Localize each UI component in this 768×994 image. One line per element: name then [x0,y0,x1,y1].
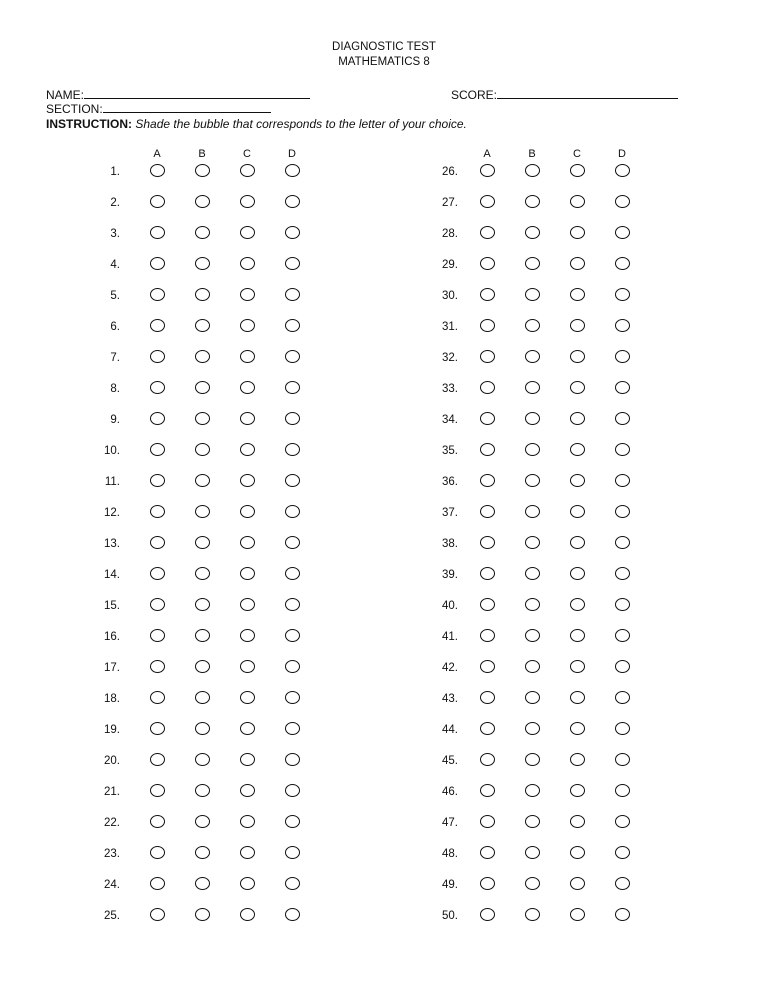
answer-bubble-b[interactable] [525,629,540,642]
answer-bubble-d[interactable] [615,350,630,363]
test-title: DIAGNOSTIC TEST [332,41,436,53]
answer-bubble-a[interactable] [480,350,495,363]
answer-bubble-b[interactable] [525,505,540,518]
question-row [0,225,768,243]
answer-bubble-a[interactable] [480,257,495,270]
question-number: 11. [104,476,120,488]
question-number: 14. [104,569,120,581]
answer-bubble-d[interactable] [615,877,630,890]
choice-header-c: C [243,148,251,160]
question-row [0,318,768,336]
answer-bubble-b[interactable] [525,195,540,208]
question-number: 44. [442,724,458,736]
answer-bubble-c[interactable] [570,381,585,394]
name-label: NAME: [46,88,85,102]
instruction-text: Shade the bubble that corresponds to the letter of your choice. [135,117,467,131]
answer-bubble-d[interactable] [615,164,630,177]
question-row [0,473,768,491]
question-number: 27. [442,197,458,209]
answer-bubble-d[interactable] [615,691,630,704]
answer-bubble-d[interactable] [615,381,630,394]
score-field [451,87,678,102]
question-number: 16. [104,631,120,643]
answer-bubble-d[interactable] [615,598,630,611]
answer-bubble-c[interactable] [570,753,585,766]
answer-bubble-c[interactable] [570,226,585,239]
answer-bubble-a[interactable] [480,195,495,208]
answer-bubble-d[interactable] [615,505,630,518]
answer-bubble-a[interactable] [480,536,495,549]
question-row [0,752,768,770]
question-number: 29. [442,259,458,271]
choice-header-b: B [528,148,536,160]
question-number: 3. [110,228,120,240]
answer-bubble-c[interactable] [570,877,585,890]
question-number: 48. [442,848,458,860]
question-number: 39. [442,569,458,581]
section-label: SECTION: [46,102,103,116]
question-row [0,442,768,460]
answer-bubble-a[interactable] [480,505,495,518]
question-row [0,814,768,832]
answer-bubble-a[interactable] [480,815,495,828]
answer-bubble-b[interactable] [525,474,540,487]
score-label: SCORE: [451,88,498,102]
answer-bubble-a[interactable] [480,877,495,890]
question-row [0,287,768,305]
answer-bubble-d[interactable] [615,257,630,270]
answer-bubble-d[interactable] [615,443,630,456]
question-number: 23. [104,848,120,860]
question-number: 50. [442,910,458,922]
question-number: 25. [104,910,120,922]
answer-bubble-d[interactable] [615,722,630,735]
question-number: 12. [104,507,120,519]
answer-bubble-b[interactable] [525,722,540,735]
answer-bubble-a[interactable] [480,691,495,704]
answer-bubble-c[interactable] [570,536,585,549]
answer-bubble-a[interactable] [480,753,495,766]
score-blank-line[interactable] [497,87,678,99]
question-number: 33. [442,383,458,395]
answer-bubble-a[interactable] [480,443,495,456]
question-number: 37. [442,507,458,519]
answer-bubble-a[interactable] [480,164,495,177]
answer-bubble-d[interactable] [615,629,630,642]
answer-bubble-b[interactable] [525,412,540,425]
instruction [46,117,467,131]
answer-bubble-a[interactable] [480,908,495,921]
answer-bubble-c[interactable] [570,412,585,425]
question-row [0,783,768,801]
answer-bubble-b[interactable] [525,567,540,580]
question-number: 30. [442,290,458,302]
question-row [0,504,768,522]
answer-bubble-d[interactable] [615,474,630,487]
answer-bubble-d[interactable] [615,753,630,766]
section-field [46,101,271,116]
question-number: 20. [104,755,120,767]
answer-bubble-b[interactable] [525,164,540,177]
answer-bubble-c[interactable] [570,660,585,673]
question-row [0,566,768,584]
answer-bubble-d[interactable] [615,567,630,580]
answer-bubble-a[interactable] [480,319,495,332]
question-number: 17. [104,662,120,674]
question-row [0,535,768,553]
question-number: 42. [442,662,458,674]
answer-bubble-b[interactable] [525,288,540,301]
answer-bubble-a[interactable] [480,381,495,394]
answer-bubble-b[interactable] [525,784,540,797]
question-row [0,380,768,398]
name-blank-line[interactable] [84,87,310,99]
question-row [0,659,768,677]
answer-bubble-d[interactable] [615,288,630,301]
answer-bubble-a[interactable] [480,567,495,580]
question-number: 41. [442,631,458,643]
answer-bubble-a[interactable] [480,722,495,735]
answer-bubble-d[interactable] [615,319,630,332]
question-number: 38. [442,538,458,550]
question-number: 18. [104,693,120,705]
question-row [0,163,768,181]
answer-bubble-d[interactable] [615,846,630,859]
answer-bubble-d[interactable] [615,660,630,673]
answer-bubble-a[interactable] [480,412,495,425]
choice-header-a: A [153,148,161,160]
answer-bubble-b[interactable] [525,660,540,673]
answer-bubble-c[interactable] [570,350,585,363]
question-number: 21. [104,786,120,798]
question-number: 8. [110,383,120,395]
answer-bubble-b[interactable] [525,598,540,611]
question-number: 22. [104,817,120,829]
answer-bubble-b[interactable] [525,536,540,549]
answer-bubble-c[interactable] [570,908,585,921]
answer-bubble-c[interactable] [570,722,585,735]
answer-bubble-b[interactable] [525,350,540,363]
answer-bubble-c[interactable] [570,195,585,208]
choice-header-d: D [288,148,296,160]
question-number: 1. [110,166,120,178]
question-row [0,194,768,212]
question-row [0,876,768,894]
answer-bubble-c[interactable] [570,443,585,456]
question-row [0,256,768,274]
answer-bubble-c[interactable] [570,257,585,270]
answer-bubble-a[interactable] [480,629,495,642]
answer-bubble-a[interactable] [480,660,495,673]
question-number: 10. [104,445,120,457]
question-number: 45. [442,755,458,767]
subject-title: MATHEMATICS 8 [338,56,430,68]
answer-bubble-a[interactable] [480,846,495,859]
answer-bubble-d[interactable] [615,908,630,921]
question-number: 47. [442,817,458,829]
question-number: 26. [442,166,458,178]
answer-bubble-b[interactable] [525,443,540,456]
choice-header-a: A [483,148,491,160]
question-number: 6. [110,321,120,333]
answer-bubble-a[interactable] [480,784,495,797]
answer-bubble-b[interactable] [525,319,540,332]
question-row [0,628,768,646]
instruction-label: INSTRUCTION: [46,117,132,131]
answer-bubble-d[interactable] [615,536,630,549]
answer-bubble-d[interactable] [615,195,630,208]
question-number: 36. [442,476,458,488]
answer-bubble-b[interactable] [525,257,540,270]
question-number: 15. [104,600,120,612]
question-row [0,721,768,739]
question-number: 31. [442,321,458,333]
answer-bubble-b[interactable] [525,753,540,766]
question-number: 46. [442,786,458,798]
answer-bubble-c[interactable] [570,288,585,301]
answer-bubble-a[interactable] [480,474,495,487]
question-number: 5. [110,290,120,302]
answer-bubble-d[interactable] [615,412,630,425]
answer-bubble-c[interactable] [570,474,585,487]
answer-bubble-d[interactable] [615,815,630,828]
answer-bubble-c[interactable] [570,505,585,518]
question-number: 13. [104,538,120,550]
answer-bubble-c[interactable] [570,598,585,611]
answer-bubble-a[interactable] [480,598,495,611]
question-number: 19. [104,724,120,736]
question-number: 24. [104,879,120,891]
answer-bubble-c[interactable] [570,691,585,704]
question-number: 2. [110,197,120,209]
question-row [0,349,768,367]
question-number: 32. [442,352,458,364]
question-number: 9. [110,414,120,426]
question-number: 4. [110,259,120,271]
question-number: 7. [110,352,120,364]
answer-bubble-b[interactable] [525,226,540,239]
section-blank-line[interactable] [103,101,271,113]
answer-bubble-b[interactable] [525,908,540,921]
question-row [0,907,768,925]
choice-header-d: D [618,148,626,160]
answer-bubble-c[interactable] [570,567,585,580]
answer-bubble-b[interactable] [525,381,540,394]
answer-bubble-b[interactable] [525,877,540,890]
answer-bubble-d[interactable] [615,784,630,797]
question-number: 28. [442,228,458,240]
choice-header-b: B [198,148,206,160]
answer-bubble-c[interactable] [570,164,585,177]
answer-bubble-a[interactable] [480,288,495,301]
question-row [0,845,768,863]
choice-header-c: C [573,148,581,160]
answer-bubble-b[interactable] [525,815,540,828]
answer-bubble-c[interactable] [570,319,585,332]
answer-bubble-b[interactable] [525,691,540,704]
question-number: 40. [442,600,458,612]
answer-bubble-a[interactable] [480,226,495,239]
name-field [46,87,310,102]
answer-bubble-c[interactable] [570,846,585,859]
question-row [0,690,768,708]
question-number: 34. [442,414,458,426]
answer-bubble-c[interactable] [570,629,585,642]
answer-bubble-b[interactable] [525,846,540,859]
answer-bubble-d[interactable] [615,226,630,239]
question-number: 49. [442,879,458,891]
question-row [0,411,768,429]
answer-bubble-c[interactable] [570,815,585,828]
question-row [0,597,768,615]
question-number: 43. [442,693,458,705]
question-number: 35. [442,445,458,457]
answer-bubble-c[interactable] [570,784,585,797]
